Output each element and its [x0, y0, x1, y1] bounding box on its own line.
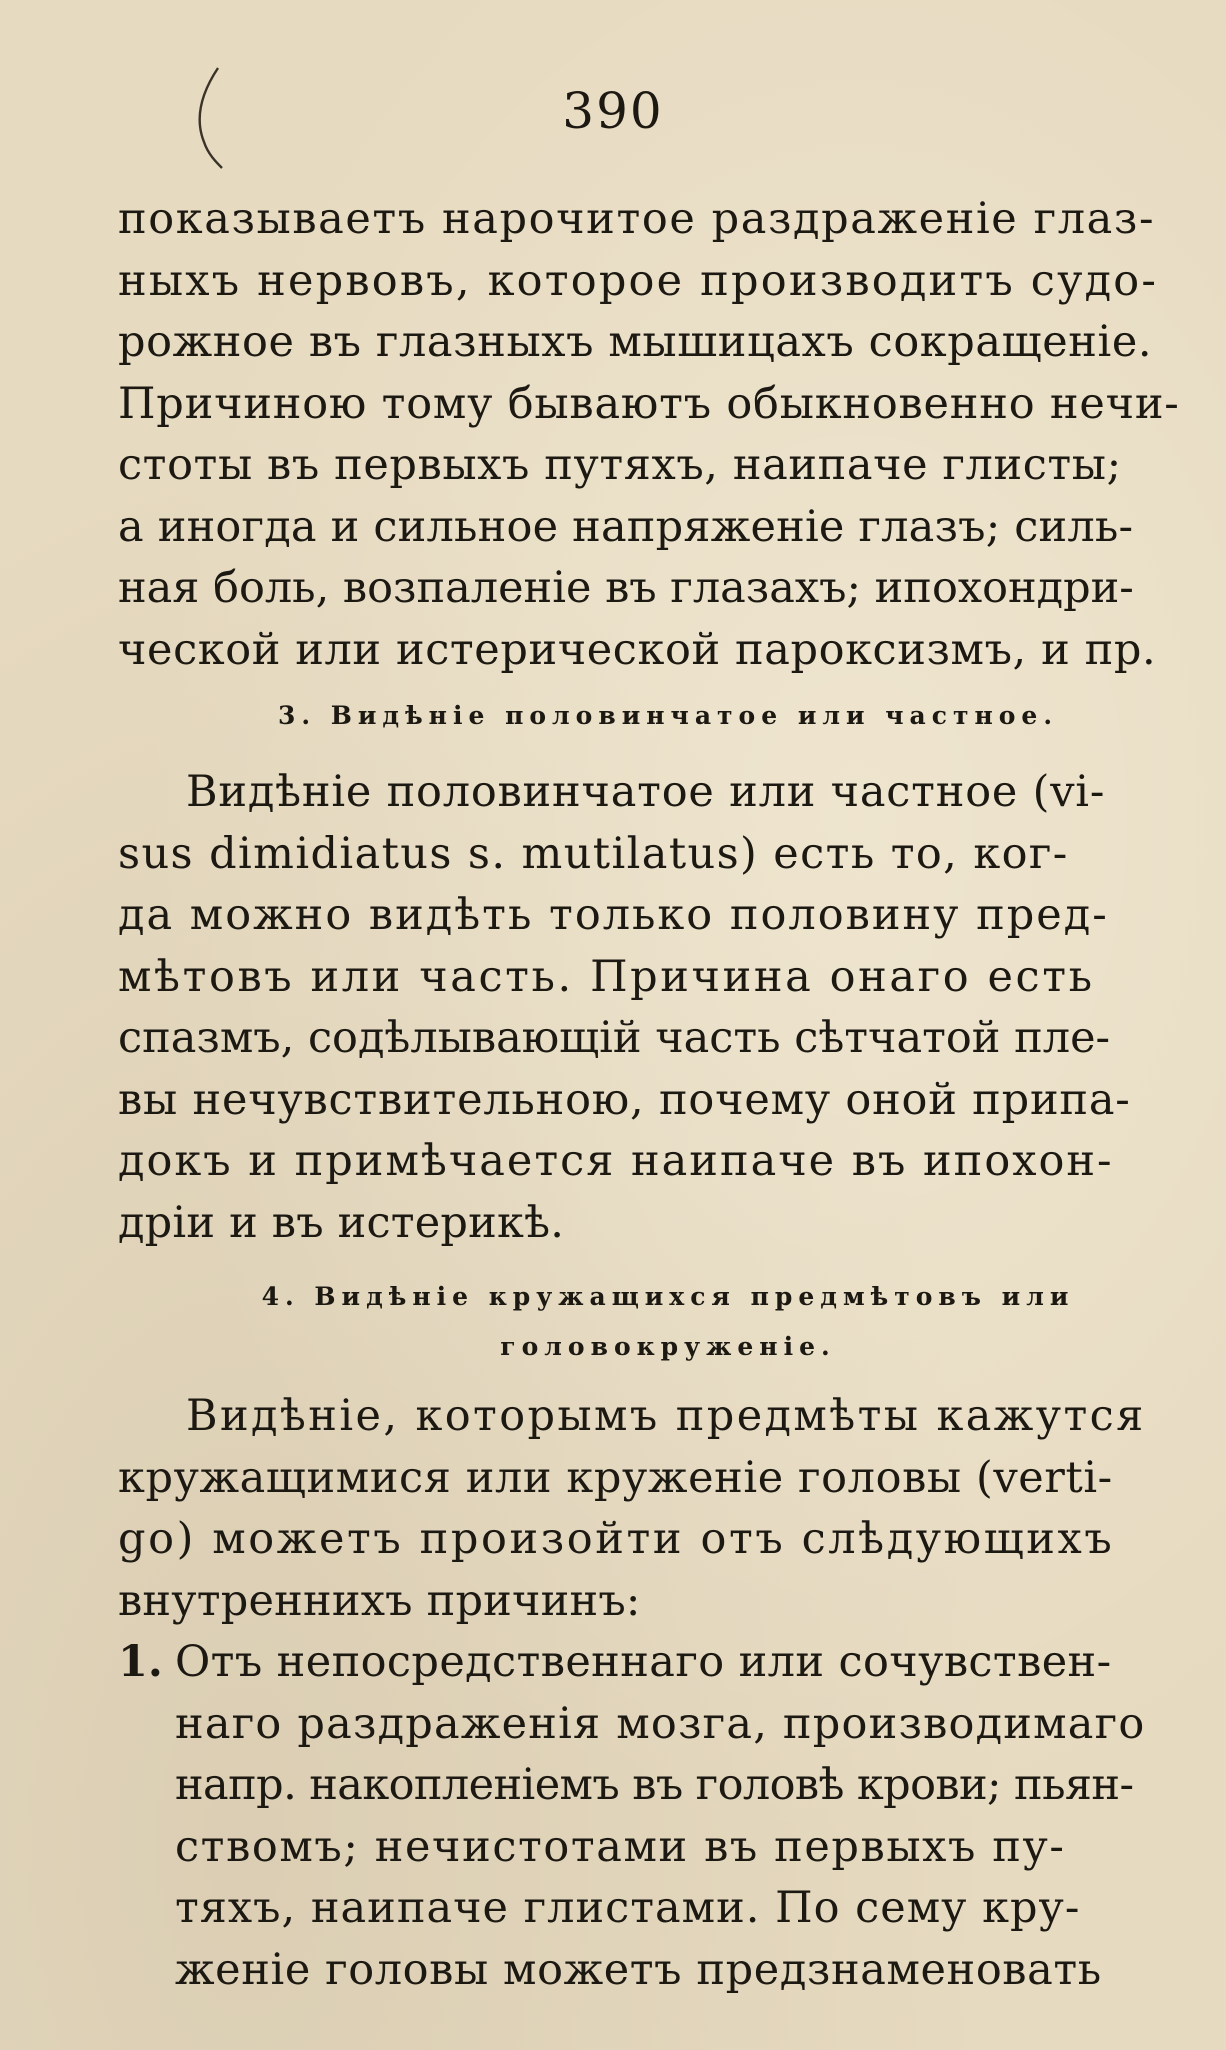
section-heading-3: 3. Видѣніе половинчатое или частное. [277, 701, 1059, 730]
text-line: а иногда и сильное напряженіе глазъ; силь- [118, 501, 1134, 552]
text-line: да можно видѣть только половину пред- [118, 890, 1109, 940]
text-line: Причиною тому бываютъ обыкновенно нечи- [118, 378, 1180, 429]
text-line: рожное въ глазныхъ мышицахъ сокращеніе. [118, 317, 1153, 367]
text-line: напр. накопленіемъ въ головѣ крови; пьян- [175, 1760, 1134, 1810]
text-line: ствомъ; нечистотами въ первыхъ пу- [175, 1821, 1066, 1872]
text-line: go) можетъ произойти отъ слѣдующихъ [118, 1514, 1115, 1564]
paragraph-2 [118, 762, 1218, 1254]
text-line: sus dimidiatus s. mutilatus) есть то, ког- [118, 828, 1069, 879]
text-line: женіе головы можетъ предзнаменовать [175, 1944, 1102, 1995]
list-item-number: 1. [118, 1637, 163, 1687]
text-line: Видѣніе половинчатое или частное (vi- [186, 767, 1106, 817]
paragraph-1 [118, 189, 1218, 681]
heading-line: головокруженіе. [500, 1332, 836, 1361]
text-line: вы нечувствительною, почему оной припа- [118, 1074, 1131, 1125]
text-line: внутреннихъ причинъ: [118, 1575, 641, 1626]
section-heading-4 [118, 1272, 1218, 1372]
text-line: дріи и въ истерикѣ. [118, 1197, 565, 1248]
text-line: ческой или истерической пароксизмъ, и пр. [118, 624, 1157, 675]
text-line: мѣтовъ или часть. Причина онаго есть [118, 951, 1095, 1002]
heading-line: 4. Видѣніе кружащихся предмѣтовъ или [261, 1282, 1075, 1311]
text-line: тяхъ, наипаче глистами. По сему кру- [175, 1883, 1081, 1933]
text-line: докъ и примѣчается наипаче въ ипохон- [118, 1136, 1114, 1186]
text-line: наго раздраженія мозга, производимаго [175, 1698, 1146, 1749]
paragraph-3 [118, 1386, 1218, 1632]
list-item-text [175, 1632, 1215, 2001]
text-line: кружащимися или круженіе головы (verti- [118, 1452, 1113, 1503]
page-number: 390 [562, 82, 664, 140]
text-line: Отъ непосредственнаго или сочувствен- [175, 1637, 1112, 1687]
text-line: стоты въ первыхъ путяхъ, наипаче глисты; [118, 440, 1122, 490]
text-line: показываетъ нарочитое раздраженіе глаз- [118, 194, 1156, 244]
text-line: ныхъ нервовъ, которое производитъ судо- [118, 255, 1159, 306]
text-line: Видѣніе, которымъ предмѣты кажутся [186, 1391, 1146, 1441]
text-line: спазмъ, содѣлывающій часть сѣтчатой пле- [118, 1013, 1111, 1063]
text-line: ная боль, возпаленіе въ глазахъ; ипохондри- [118, 563, 1134, 613]
